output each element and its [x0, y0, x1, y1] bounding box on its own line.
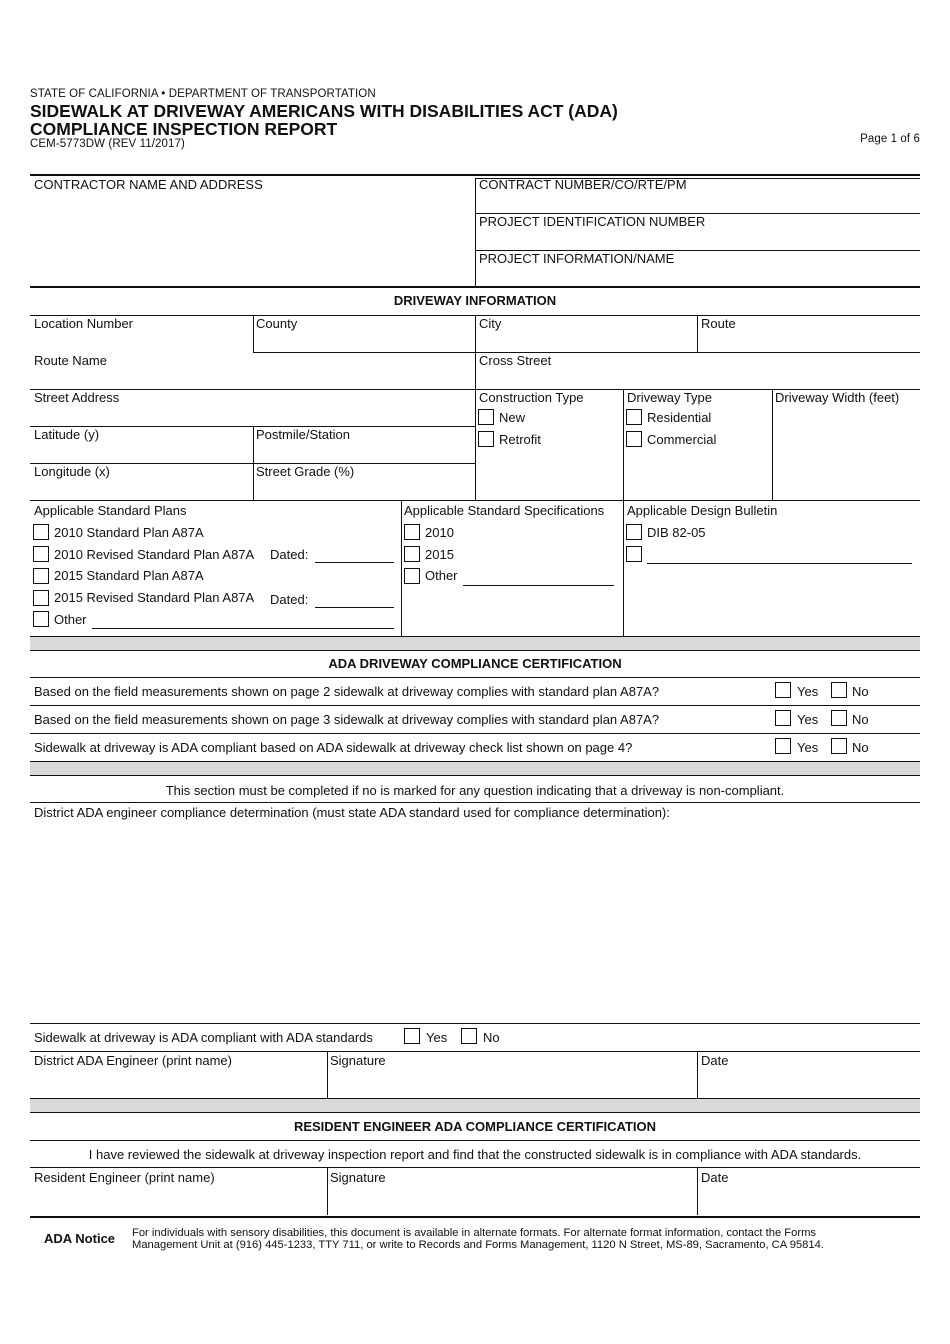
form-title-line1: SIDEWALK AT DRIVEWAY AMERICANS WITH DISABILITIES ACT (ADA) — [30, 101, 618, 121]
form-number: CEM-5773DW (REV 11/2017) — [30, 138, 185, 150]
contractor-name-field[interactable]: CONTRACTOR NAME AND ADDRESS — [34, 177, 263, 192]
latitude-field[interactable]: Latitude (y) — [34, 427, 100, 442]
q3-yes-checkbox[interactable] — [775, 738, 791, 754]
q2-yes-checkbox[interactable] — [775, 710, 791, 726]
q1-yes-checkbox[interactable] — [775, 682, 791, 698]
residential-label: Residential — [647, 410, 712, 425]
design-bulletin-label: Applicable Design Bulletin — [627, 503, 778, 518]
agency-line: STATE OF CALIFORNIA • DEPARTMENT OF TRANSPORTATION — [30, 88, 376, 100]
resident-engineer-field[interactable]: Resident Engineer (print name) — [34, 1170, 215, 1185]
spec-2015-checkbox[interactable] — [404, 546, 420, 562]
county-field[interactable]: County — [256, 316, 298, 331]
district-engineer-field[interactable]: District ADA Engineer (print name) — [34, 1053, 232, 1068]
retrofit-label: Retrofit — [499, 432, 541, 447]
ada-notice-line2: Management Unit at (916) 445-1233, TTY 711, or write to Records and Forms Management, 1120 N Street, MS-89, Sacramento, CA 95814. — [132, 1239, 824, 1251]
district-date-field[interactable]: Date — [701, 1053, 729, 1068]
q2-yes-label: Yes — [797, 712, 819, 727]
district-note: This section must be completed if no is marked for any question indicating that a driveway is non-compliant. — [165, 783, 785, 798]
standard-specs-label: Applicable Standard Specifications — [404, 503, 605, 518]
district-compliant-label: Sidewalk at driveway is ADA compliant with ADA standards — [34, 1030, 373, 1045]
street-address-field[interactable]: Street Address — [34, 390, 120, 405]
district-no-checkbox[interactable] — [461, 1028, 477, 1044]
cross-street-field[interactable]: Cross Street — [479, 353, 552, 368]
dib-82-05-checkbox[interactable] — [626, 524, 642, 540]
divider — [772, 389, 773, 500]
plan-2010-label: 2010 Standard Plan A87A — [54, 525, 204, 540]
question-3: Sidewalk at driveway is ADA compliant based on ADA sidewalk at driveway check list shown on page 4? — [34, 740, 633, 755]
spec-other-input[interactable] — [463, 585, 614, 586]
route-name-field[interactable]: Route Name — [34, 353, 107, 368]
q1-no-checkbox[interactable] — [831, 682, 847, 698]
longitude-field[interactable]: Longitude (x) — [34, 464, 110, 479]
shaded-band — [30, 1099, 920, 1112]
divider — [253, 315, 254, 352]
rule — [253, 352, 920, 353]
divider — [697, 1167, 698, 1215]
plan-2010-revised-label: 2010 Revised Standard Plan A87A — [54, 547, 255, 562]
rule — [30, 775, 920, 776]
q1-yes-label: Yes — [797, 684, 819, 699]
rule — [30, 1051, 920, 1052]
plan-2015-checkbox[interactable] — [33, 568, 49, 584]
rule — [30, 500, 920, 501]
q2-no-checkbox[interactable] — [831, 710, 847, 726]
rule — [30, 286, 920, 288]
rule — [30, 677, 920, 678]
q2-no-label: No — [852, 712, 869, 727]
spec-2010-checkbox[interactable] — [404, 524, 420, 540]
construction-type-label: Construction Type — [479, 390, 584, 405]
form-title-line2: COMPLIANCE INSPECTION REPORT — [30, 119, 338, 139]
plan-2010-checkbox[interactable] — [33, 524, 49, 540]
rule — [30, 1023, 920, 1024]
divider — [475, 315, 476, 500]
plan-other-checkbox[interactable] — [33, 611, 49, 627]
contract-number-field[interactable]: CONTRACT NUMBER/CO/RTE/PM — [479, 177, 687, 192]
plan-2015-revised-checkbox[interactable] — [33, 590, 49, 606]
project-id-field[interactable]: PROJECT IDENTIFICATION NUMBER — [479, 214, 706, 229]
spec-other-label: Other — [425, 568, 458, 583]
rule — [30, 705, 920, 706]
plan-other-input[interactable] — [92, 628, 394, 629]
q3-no-checkbox[interactable] — [831, 738, 847, 754]
ada-notice-line1: For individuals with sensory disabilities, this document is available in alternate formats. For alternate format information, contact the Forms — [132, 1227, 816, 1239]
city-field[interactable]: City — [479, 316, 502, 331]
plan-2015-label: 2015 Standard Plan A87A — [54, 568, 204, 583]
spec-other-checkbox[interactable] — [404, 568, 420, 584]
rule — [30, 650, 920, 651]
dib-82-05-label: DIB 82-05 — [647, 525, 706, 540]
new-checkbox[interactable] — [478, 409, 494, 425]
rule — [30, 1112, 920, 1113]
rule — [30, 1167, 920, 1168]
rule — [30, 733, 920, 734]
divider — [327, 1051, 328, 1098]
rule — [30, 1140, 920, 1141]
determination-field[interactable]: District ADA engineer compliance determination (must state ADA standard used for compliance determination): — [34, 805, 670, 820]
rule — [30, 802, 920, 803]
resident-signature-field[interactable]: Signature — [330, 1170, 386, 1185]
street-grade-field[interactable]: Street Grade (%) — [256, 464, 355, 479]
ada-notice-label: ADA Notice — [44, 1231, 116, 1246]
new-label: New — [499, 410, 526, 425]
driveway-width-field[interactable]: Driveway Width (feet) — [775, 390, 900, 405]
commercial-label: Commercial — [647, 432, 717, 447]
project-info-field[interactable]: PROJECT INFORMATION/NAME — [479, 251, 675, 266]
bulletin-other-input[interactable] — [647, 563, 912, 564]
divider — [475, 178, 476, 286]
page-number: Page 1 of 6 — [860, 133, 920, 145]
spec-2015-label: 2015 — [425, 547, 454, 562]
divider — [697, 1051, 698, 1098]
shaded-band — [30, 762, 920, 775]
q3-yes-label: Yes — [797, 740, 819, 755]
spec-2010-label: 2010 — [425, 525, 454, 540]
district-signature-field[interactable]: Signature — [330, 1053, 386, 1068]
plan-other-label: Other — [54, 612, 87, 627]
dated-2010-input[interactable] — [315, 562, 394, 563]
shaded-band — [30, 637, 920, 650]
divider — [623, 389, 624, 636]
divider — [697, 315, 698, 352]
residential-checkbox[interactable] — [626, 409, 642, 425]
q3-no-label: No — [852, 740, 869, 755]
driveway-section-title: DRIVEWAY INFORMATION — [393, 293, 557, 308]
dated-2015-input[interactable] — [315, 607, 394, 608]
resident-section-title: RESIDENT ENGINEER ADA COMPLIANCE CERTIFICATION — [293, 1119, 657, 1134]
rule — [30, 174, 920, 176]
resident-statement: I have reviewed the sidewalk at driveway inspection report and find that the constructed sidewalk is in compliance with ADA standards. — [88, 1147, 862, 1162]
location-number-field[interactable]: Location Number — [34, 316, 133, 331]
standard-plans-label: Applicable Standard Plans — [34, 503, 187, 518]
resident-date-field[interactable]: Date — [701, 1170, 729, 1185]
dated-label: Dated: — [270, 592, 309, 607]
divider — [327, 1167, 328, 1215]
district-no-label: No — [483, 1030, 500, 1045]
route-field[interactable]: Route — [701, 316, 736, 331]
retrofit-checkbox[interactable] — [478, 431, 494, 447]
driveway-type-label: Driveway Type — [627, 390, 713, 405]
commercial-checkbox[interactable] — [626, 431, 642, 447]
question-1: Based on the field measurements shown on page 2 sidewalk at driveway complies with standard plan A87A? — [34, 684, 660, 699]
postmile-field[interactable]: Postmile/Station — [256, 427, 350, 442]
rule — [30, 1216, 920, 1218]
q1-no-label: No — [852, 684, 869, 699]
certification-section-title: ADA DRIVEWAY COMPLIANCE CERTIFICATION — [328, 656, 622, 671]
bulletin-other-checkbox[interactable] — [626, 546, 642, 562]
plan-2015-revised-label: 2015 Revised Standard Plan A87A — [54, 590, 255, 605]
dated-label: Dated: — [270, 547, 309, 562]
district-yes-label: Yes — [426, 1030, 448, 1045]
plan-2010-revised-checkbox[interactable] — [33, 546, 49, 562]
district-yes-checkbox[interactable] — [404, 1028, 420, 1044]
divider — [401, 500, 402, 636]
question-2: Based on the field measurements shown on page 3 sidewalk at driveway complies with standard plan A87A? — [34, 712, 660, 727]
